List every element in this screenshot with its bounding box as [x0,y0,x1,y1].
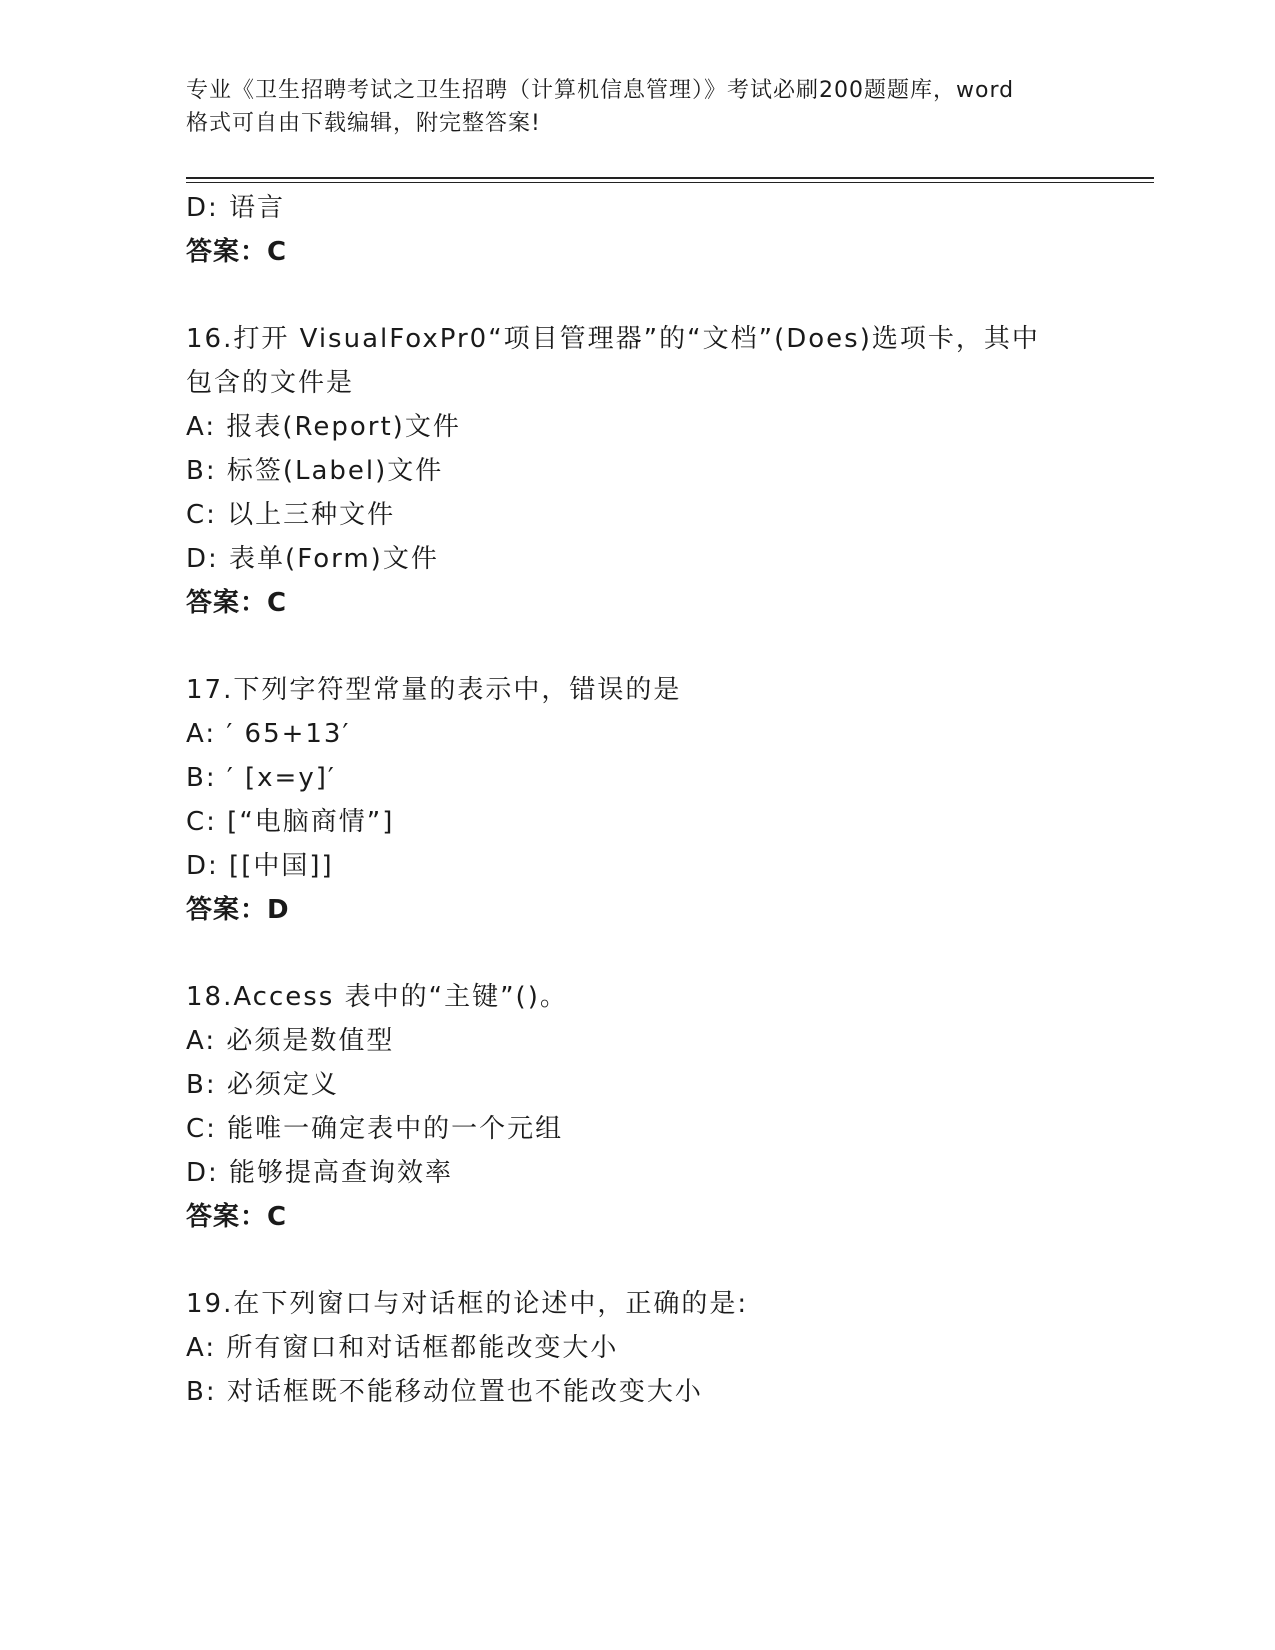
option-b: B: 必须定义 [186,1070,339,1100]
option-d: D: 能够提高查询效率 [186,1158,454,1188]
option-a: A: ′ 65+13′ [186,719,351,749]
option-b: B: 对话框既不能移动位置也不能改变大小 [186,1377,703,1407]
header-divider-thick [186,177,1154,179]
header-line-2: 格式可自由下载编辑，附完整答案! [186,111,541,136]
option-a: A: 报表(Report)文件 [186,412,461,442]
option-b: B: 标签(Label)文件 [186,456,444,486]
answer: 答案：D [186,895,290,925]
header-line-1: 专业《卫生招聘考试之卫生招聘（计算机信息管理）》考试必刷200题题库，word [186,78,1015,103]
question-stem-line-1: 17.下列字符型常量的表示中，错误的是 [186,675,682,705]
question-stem-line-2: 包含的文件是 [186,368,355,398]
option-a: A: 所有窗口和对话框都能改变大小 [186,1333,619,1363]
question-stem-line-1: 18.Access 表中的“主键”()。 [186,982,568,1012]
header-divider-thin [186,182,1154,183]
option-b: B: ′ [x=y]′ [186,763,336,793]
option-a: A: 必须是数值型 [186,1026,395,1056]
question-stem-line-1: 19.在下列窗口与对话框的论述中，正确的是: [186,1289,749,1319]
option-c: C: 能唯一确定表中的一个元组 [186,1114,564,1144]
option-c: C: [“电脑商情”] [186,807,395,837]
answer: 答案：C [186,588,288,618]
option-d: D: 表单(Form)文件 [186,544,439,574]
prev-answer: 答案：C [186,237,288,267]
question-stem-line-1: 16.打开 VisualFoxPr0“项目管理器”的“文档”(Does)选项卡，其中 [186,324,1040,354]
option-c: C: 以上三种文件 [186,500,396,530]
option-d: D: [[中国]] [186,851,334,881]
answer: 答案：C [186,1202,288,1232]
prev-option-d: D: 语言 [186,193,286,223]
document-header [186,74,1086,140]
